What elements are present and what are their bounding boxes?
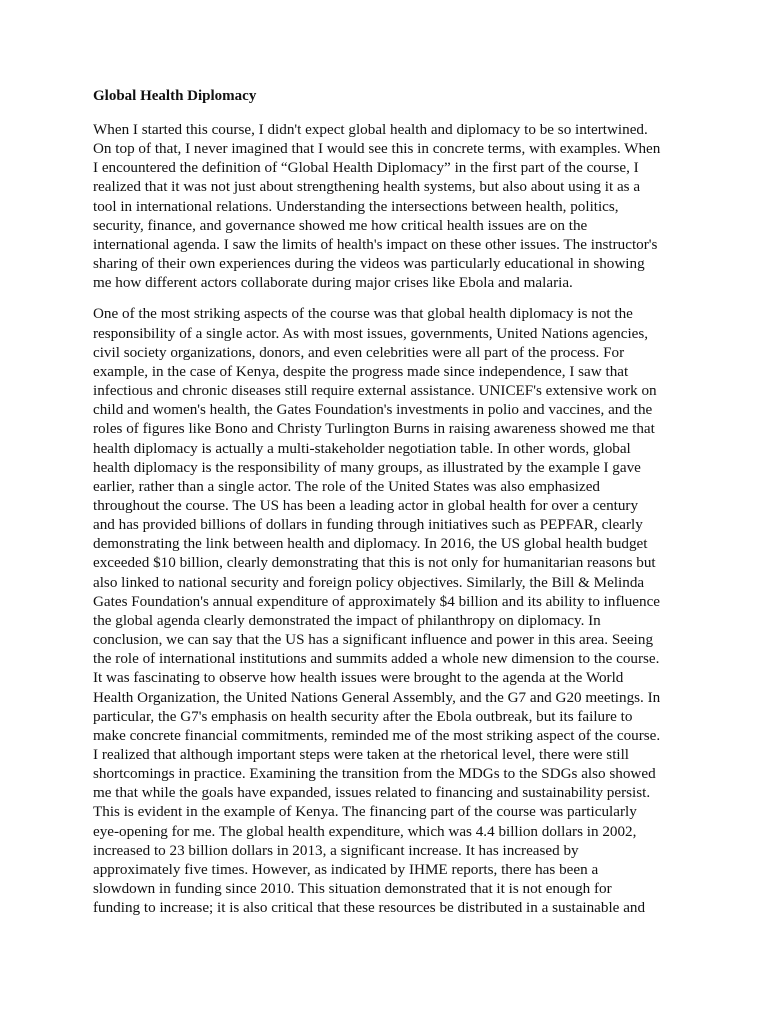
text-line: and has provided billions of dollars in funding through initiatives such as PEPFAR, clearly xyxy=(93,516,643,534)
text-line: also linked to national security and foreign policy objectives. Similarly, the Bill & Melinda xyxy=(93,573,645,591)
text-line: demonstrating the link between health and diplomacy. In 2016, the US global health budget xyxy=(93,535,648,553)
text-line: health diplomacy is the responsibility of many groups, as illustrated by the example I gave xyxy=(93,458,641,476)
text-line: slowdown in funding since 2010. This situation demonstrated that it is not enough for xyxy=(93,880,612,898)
text-line: the role of international institutions and summits added a whole new dimension to the course. xyxy=(93,650,660,668)
text-line: exceeded $10 billion, clearly demonstrating that this is not only for humanitarian reasons but xyxy=(93,554,656,572)
paragraph-1 xyxy=(93,120,675,292)
text-line: shortcomings in practice. Examining the transition from the MDGs to the SDGs also showed xyxy=(93,765,656,783)
text-line: example, in the case of Kenya, despite the progress made since independence, I saw that xyxy=(93,362,629,380)
text-line: It was fascinating to observe how health issues were brought to the agenda at the World xyxy=(93,669,624,687)
text-line: eye-opening for me. The global health expenditure, which was 4.4 billion dollars in 2002, xyxy=(93,822,637,840)
text-line: health diplomacy is actually a multi-stakeholder negotiation table. In other words, global xyxy=(93,439,631,457)
text-line: conclusion, we can say that the US has a significant influence and power in this area. Seeing xyxy=(93,631,654,649)
text-line: security, finance, and governance showed me how critical health issues are on the xyxy=(93,216,588,234)
text-line: increased to 23 billion dollars in 2013, a significant increase. It has increased by xyxy=(93,841,579,859)
text-line: throughout the course. The US has been a leading actor in global health for over a century xyxy=(93,496,639,514)
document-title: Global Health Diplomacy xyxy=(93,88,257,104)
text-line: earlier, rather than a single actor. The role of the United States was also emphasized xyxy=(93,477,600,495)
text-line: the global agenda clearly demonstrated the impact of philanthropy on diplomacy. In xyxy=(93,611,601,629)
text-line: I encountered the definition of “Global Health Diplomacy” in the first part of the course, I xyxy=(93,159,639,177)
text-line: One of the most striking aspects of the course was that global health diplomacy is not the xyxy=(93,305,633,323)
text-line: When I started this course, I didn't expect global health and diplomacy to be so intertwined. xyxy=(93,121,648,138)
text-line: approximately five times. However, as indicated by IHME reports, there has been a xyxy=(93,860,599,878)
document-page xyxy=(93,87,675,929)
text-line: Health Organization, the United Nations General Assembly, and the G7 and G20 meetings. In xyxy=(93,688,661,706)
text-line: me how different actors collaborate during major crises like Ebola and malaria. xyxy=(93,274,573,292)
text-line: funding to increase; it is also critical that these resources be distributed in a sustainable and xyxy=(93,899,646,917)
text-line: realized that it was not just about strengthening health systems, but also about using it as a xyxy=(93,178,641,196)
text-line: This is evident in the example of Kenya. The financing part of the course was particularly xyxy=(93,803,637,821)
text-line: Gates Foundation's annual expenditure of approximately $4 billion and its ability to influence xyxy=(93,592,661,610)
text-line: sharing of their own experiences during the videos was particularly educational in showing xyxy=(93,255,645,273)
paragraph-2 xyxy=(93,304,675,917)
text-line: civil society organizations, donors, and even celebrities were all part of the process. For xyxy=(93,343,625,361)
text-line: I realized that although important steps were taken at the rhetorical level, there were still xyxy=(93,746,630,763)
text-line: particular, the G7's emphasis on health security after the Ebola outbreak, but its failure to xyxy=(93,707,633,725)
text-line: On top of that, I never imagined that I would see this in concrete terms, with examples. When xyxy=(93,140,661,158)
text-line: roles of figures like Bono and Christy Turlington Burns in raising awareness showed me that xyxy=(93,420,655,438)
text-line: infectious and chronic diseases still require external assistance. UNICEF's extensive work on xyxy=(93,382,657,400)
text-line: responsibility of a single actor. As with most issues, governments, United Nations agencies, xyxy=(93,324,649,342)
text-line: child and women's health, the Gates Foundation's investments in polio and vaccines, and the xyxy=(93,401,653,419)
text-line: tool in international relations. Understanding the intersections between health, politics, xyxy=(93,197,619,215)
text-line: make concrete financial commitments, reminded me of the most striking aspect of the course. xyxy=(93,726,661,744)
text-line: international agenda. I saw the limits of health's impact on these other issues. The instructor's xyxy=(93,235,658,253)
text-line: me that while the goals have expanded, issues related to financing and sustainability persist. xyxy=(93,784,651,802)
